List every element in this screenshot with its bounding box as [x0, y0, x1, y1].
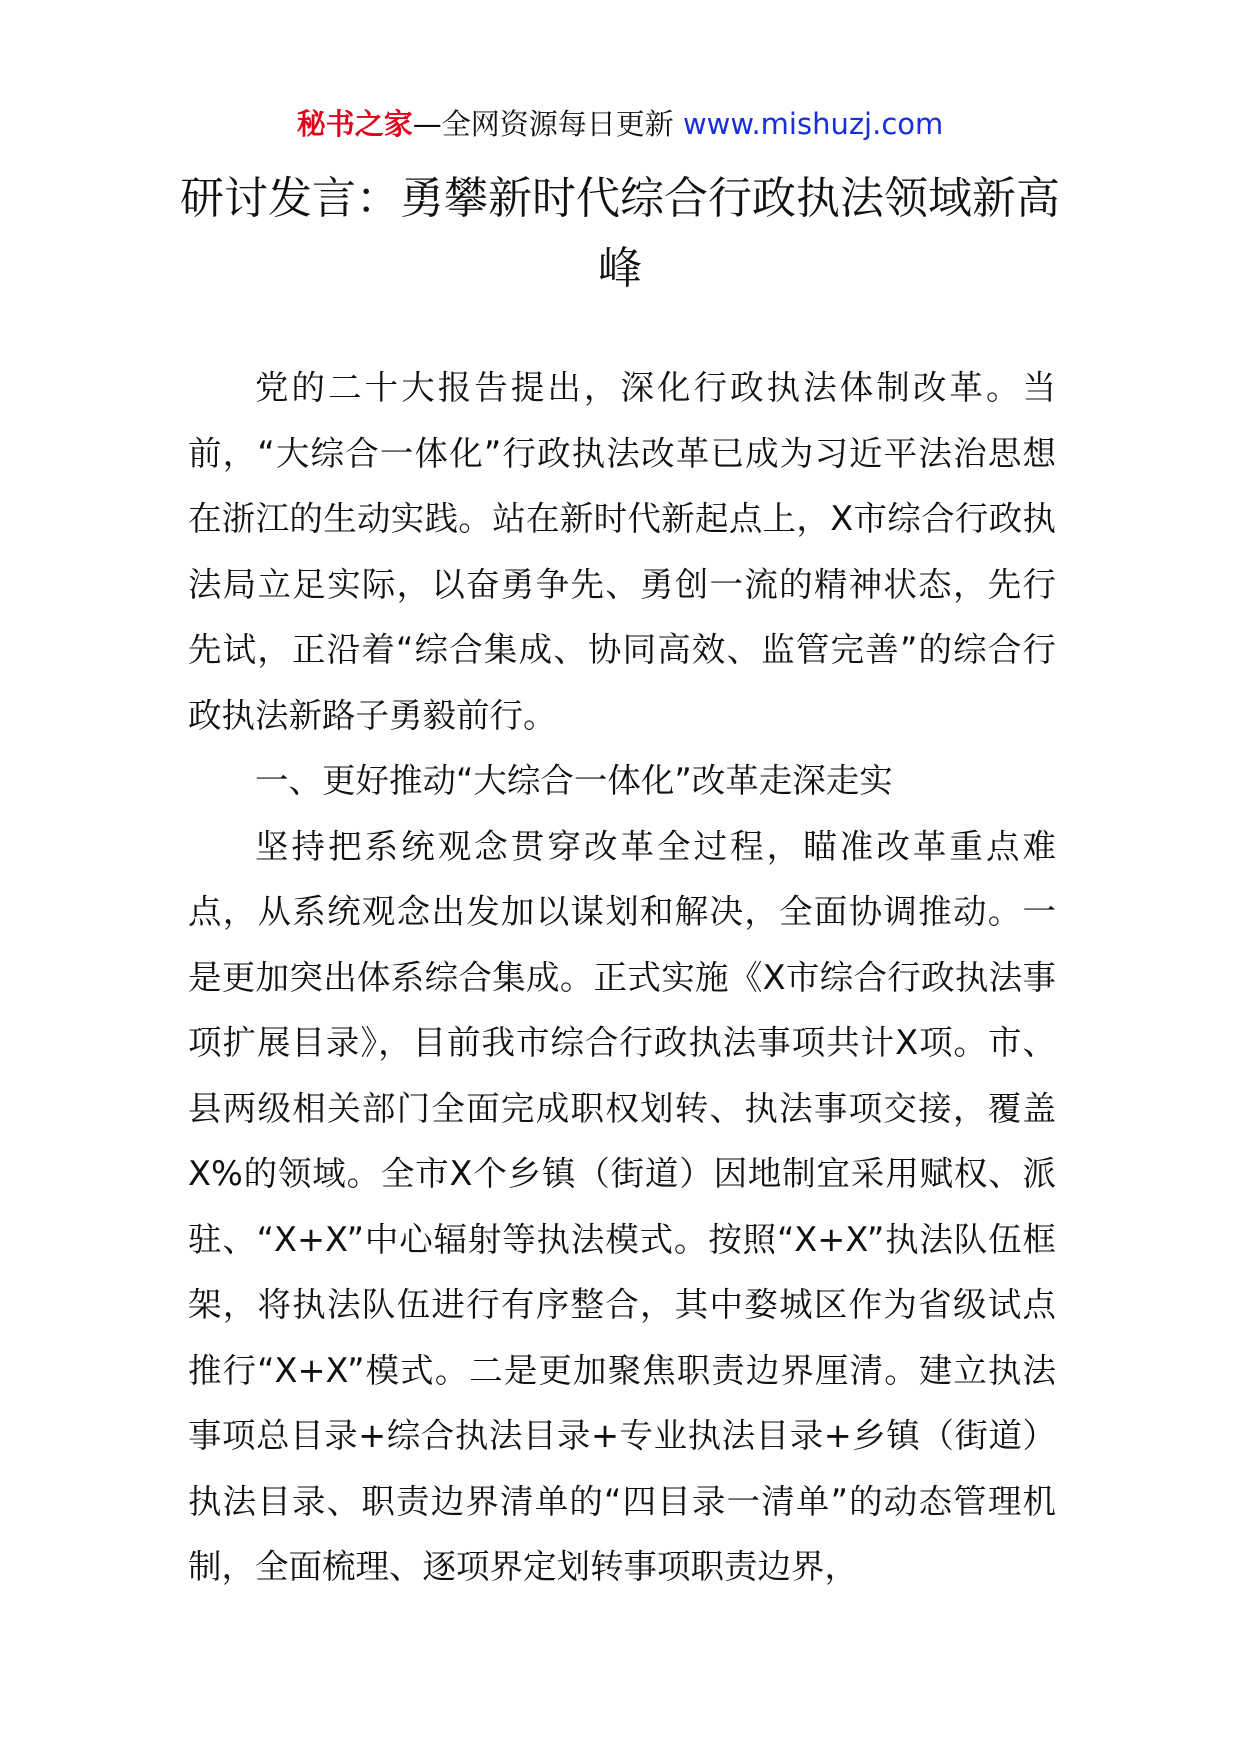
document-title: 研讨发言：勇攀新时代综合行政执法领域新高峰 — [180, 173, 1060, 294]
site-header — [0, 104, 1240, 144]
document-body — [188, 355, 1056, 1600]
site-url-link[interactable]: www.mishuzj.com — [682, 107, 944, 141]
brand-name: 秘书之家 — [296, 107, 413, 141]
intro-paragraph: 党的二十大报告提出，深化行政执法体制改革。当前，“大综合一体化”行政执法改革已成为习近平法治思想在浙江的生动实践。站在新时代新起点上，X市综合行政执法局立足实际，以奋勇争先、勇创一流的精神状态，先行先试，正沿着“综合集成、协同高效、监管完善”的综合行政执法新路子勇毅前行。 — [188, 368, 1056, 735]
body-paragraph: 坚持把系统观念贯穿改革全过程，瞄准改革重点难点，从系统观念出发加以谋划和解决，全面协调推动。一是更加突出体系综合集成。正式实施《X市综合行政执法事项扩展目录》，目前我市综合行政执法事项共计X项。市、县两级相关部门全面完成职权划转、执法事项交接，覆盖X%的领域。全市X个乡镇（街道）因地制宜采用赋权、派驻、“X+X”中心辐射等执法模式。按照“X+X”执法队伍框架，将执法队伍进行有序整合，其中婺城区作为省级试点推行“X+X”模式。二是更加聚焦职责边界厘清。建立执法事项总目录+综合执法目录+专业执法目录+乡镇（街道）执法目录、职责边界清单的“四目录一清单”的动态管理机制，全面梳理、逐项界定划转事项职责边界， — [188, 826, 1056, 1586]
section-heading: 一、更好推动“大综合一体化”改革走深走实 — [255, 761, 893, 800]
header-tagline: —全网资源每日更新 — [412, 107, 683, 141]
